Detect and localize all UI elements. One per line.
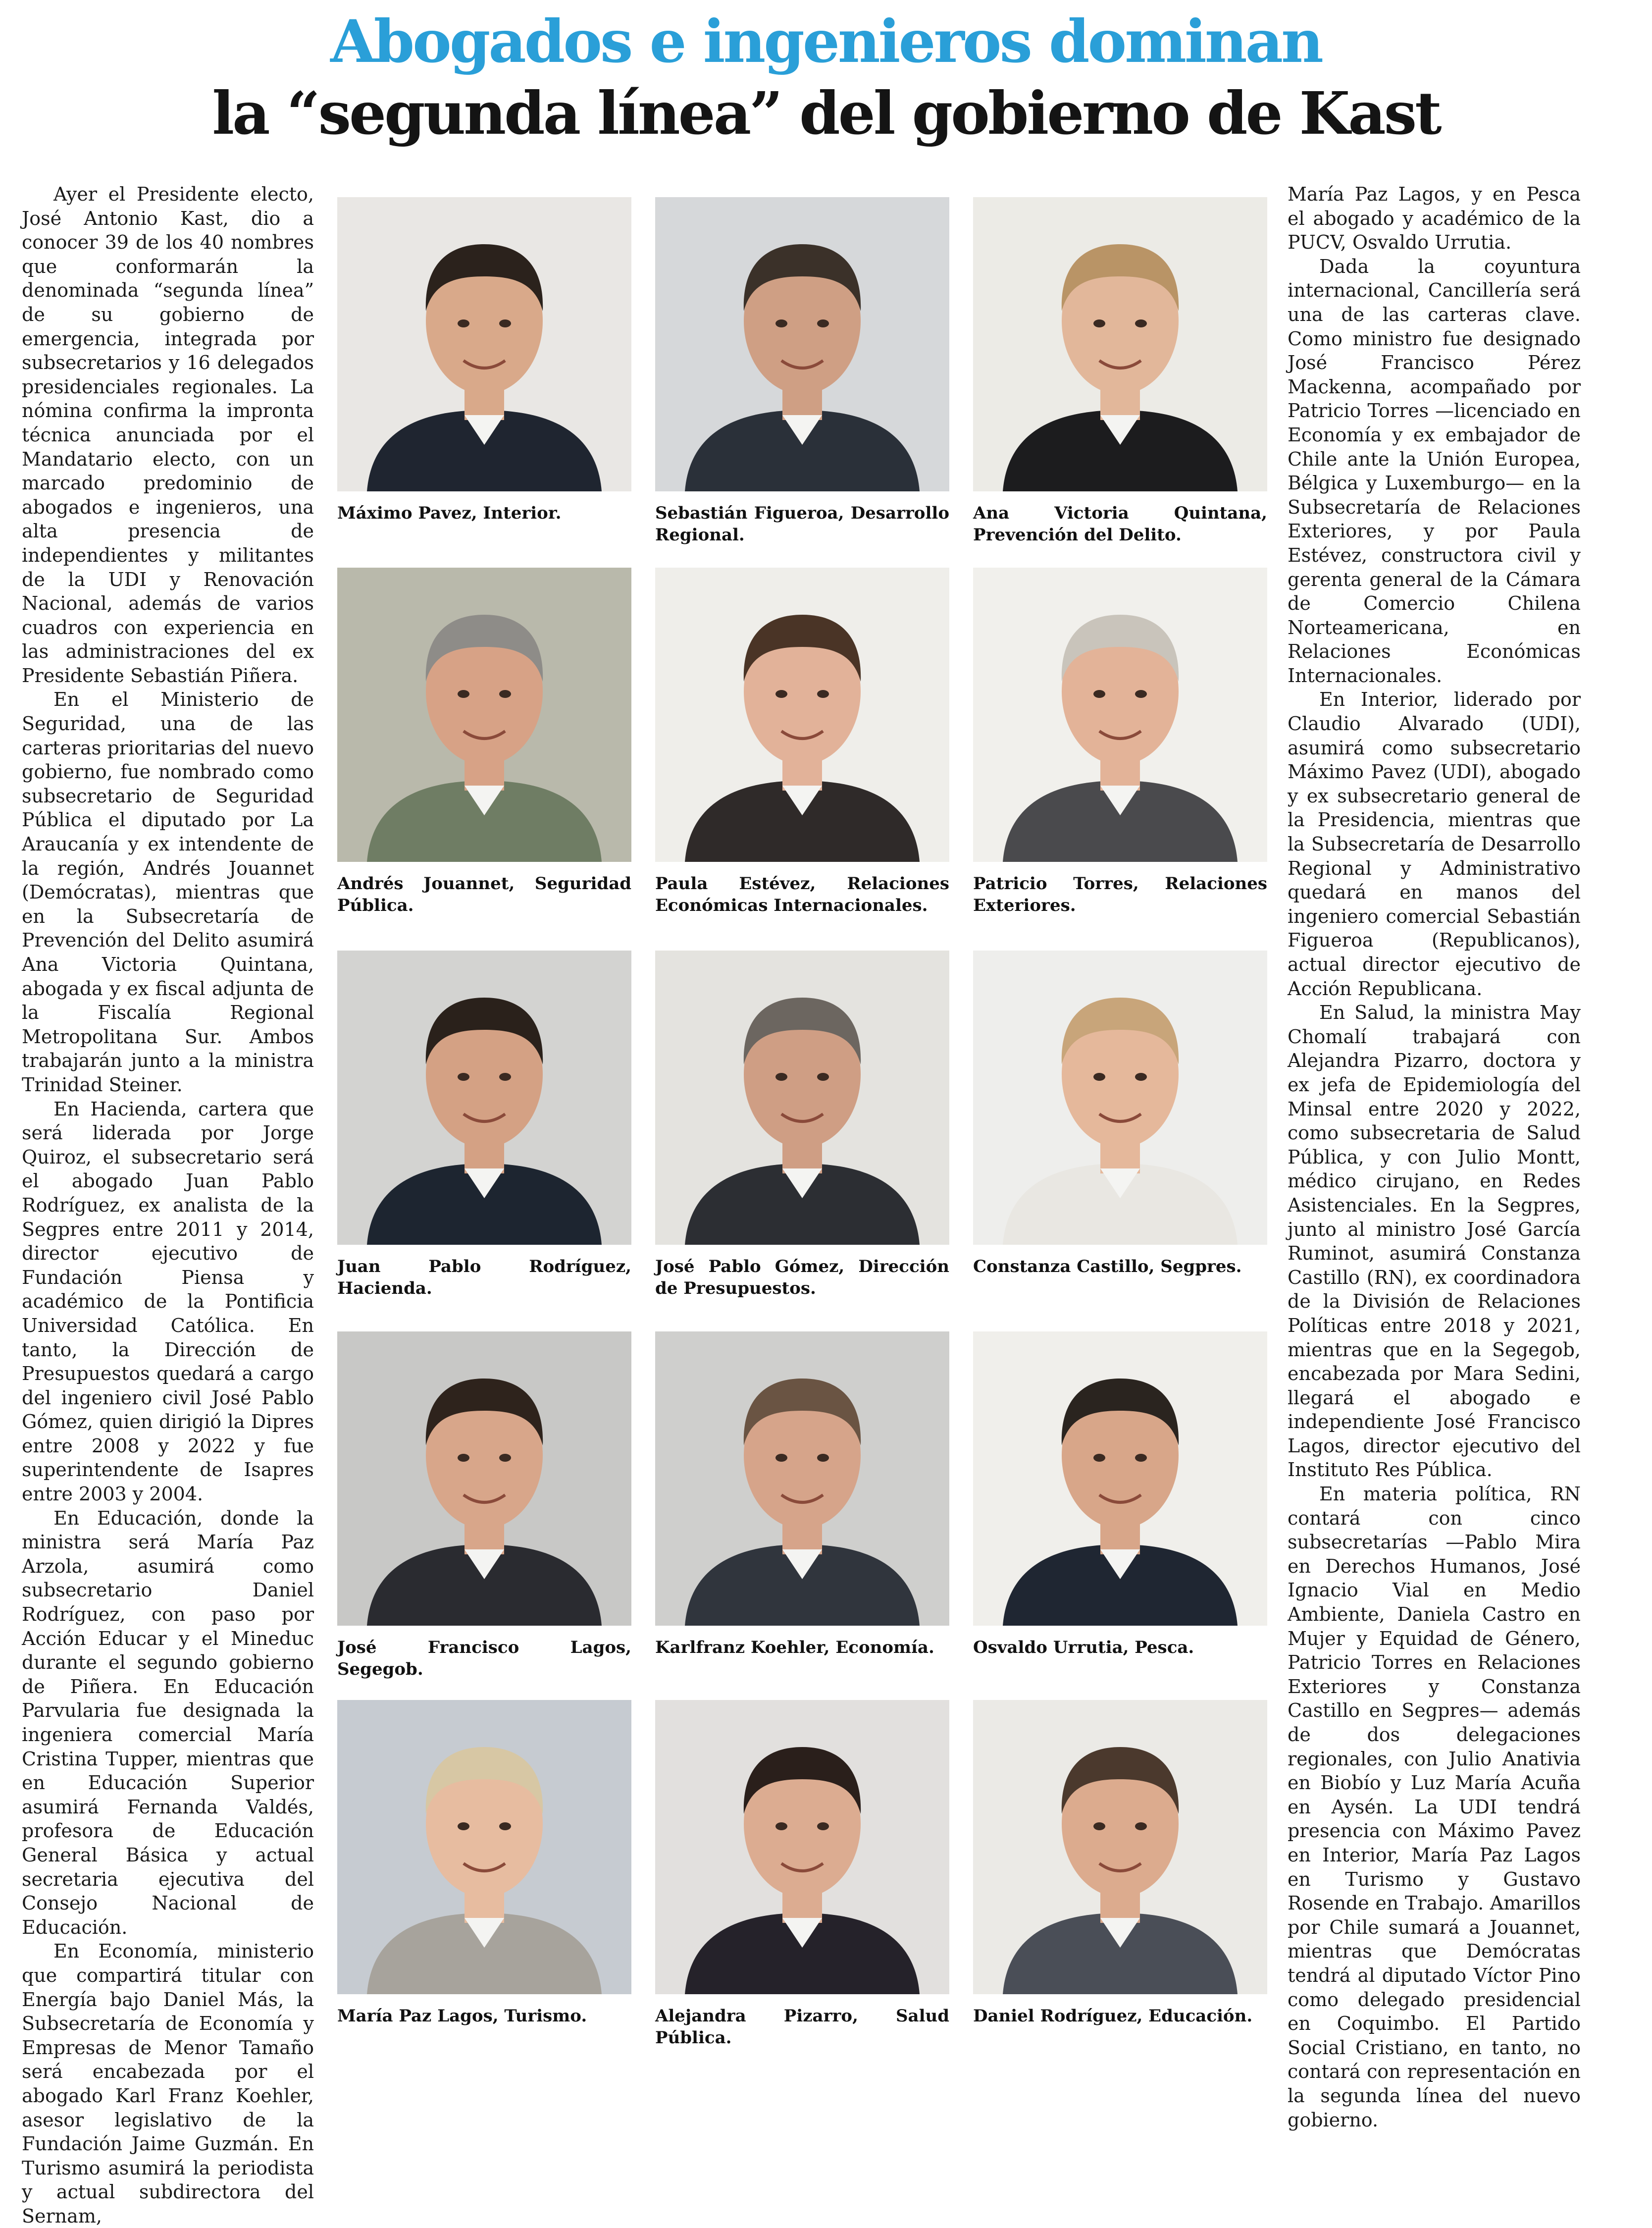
portrait-illustration bbox=[655, 951, 949, 1245]
portrait-eye bbox=[1135, 1073, 1147, 1081]
portrait-caption: Juan Pablo Rodríguez, Hacienda. bbox=[337, 1257, 631, 1298]
portrait-photo bbox=[973, 951, 1267, 1245]
portrait-photo bbox=[655, 1700, 949, 1994]
portrait-caption: José Francisco Lagos, Segegob. bbox=[337, 1638, 631, 1679]
portrait-card bbox=[655, 568, 949, 916]
portrait-eye bbox=[458, 690, 469, 698]
portrait-eye bbox=[1135, 1454, 1147, 1462]
portrait-illustration bbox=[655, 197, 949, 491]
portrait-photo bbox=[655, 1331, 949, 1626]
portrait-eye bbox=[1135, 319, 1147, 327]
portrait-illustration bbox=[337, 197, 631, 491]
headline bbox=[0, 7, 1652, 151]
portrait-eye bbox=[817, 319, 829, 327]
portrait-eye bbox=[499, 1073, 511, 1081]
article-paragraph: En Economía, ministerio que compartirá titular con Energía bajo Daniel Más, la Subsecretaría de Economía y Empresas de Menor Tamaño será encabezada por el abogado Karl Franz Koehler, asesor legislativo de la Fundación Jaime Guzmán. En Turismo asumirá la periodista y actual subdirectora del Sernam, bbox=[22, 1940, 314, 2227]
article-column-left bbox=[22, 182, 314, 2228]
portrait-photo bbox=[337, 1331, 631, 1626]
portrait-photo bbox=[973, 1700, 1267, 1994]
portrait-caption: Sebastián Figueroa, Desarrollo Regional. bbox=[655, 503, 949, 545]
portrait-illustration bbox=[337, 1331, 631, 1626]
portrait-caption: Paula Estévez, Relaciones Económicas Internacionales. bbox=[655, 874, 949, 915]
portrait-caption: José Pablo Gómez, Dirección de Presupuestos. bbox=[655, 1257, 949, 1298]
portrait-eye bbox=[458, 1822, 469, 1830]
portrait-eye bbox=[1093, 690, 1105, 698]
portrait-card bbox=[337, 1331, 631, 1680]
portrait-illustration bbox=[655, 1331, 949, 1626]
portrait-card bbox=[655, 951, 949, 1299]
portrait-card bbox=[337, 951, 631, 1299]
portrait-eye bbox=[1135, 1822, 1147, 1830]
article-paragraph: En Interior, liderado por Claudio Alvarado (UDI), asumirá como subsecretario Máximo Pavez (UDI), abogado y ex subsecretario general de la Presidencia, mientras que la Subsecretaría de Desarrollo Regional y Administrativo quedará en manos del ingeniero comercial Sebastián Figueroa (Republicanos), actual director ejecutivo de Acción Republicana. bbox=[1288, 689, 1581, 1000]
portrait-caption: Andrés Jouannet, Seguridad Pública. bbox=[337, 874, 631, 915]
portrait-photo bbox=[973, 1331, 1267, 1626]
portrait-photo bbox=[973, 568, 1267, 862]
portrait-caption: Ana Victoria Quintana, Prevención del Delito. bbox=[973, 503, 1267, 545]
portrait-photo bbox=[655, 568, 949, 862]
portrait-illustration bbox=[973, 1700, 1267, 1994]
portrait-illustration bbox=[973, 951, 1267, 1245]
portrait-eye bbox=[775, 319, 787, 327]
portrait-card bbox=[973, 951, 1267, 1277]
portrait-illustration bbox=[337, 568, 631, 862]
portrait-eye bbox=[499, 1454, 511, 1462]
portrait-caption: Máximo Pavez, Interior. bbox=[337, 503, 562, 523]
portrait-caption: María Paz Lagos, Turismo. bbox=[337, 2006, 587, 2026]
portrait-card bbox=[655, 1700, 949, 2049]
portrait-photo bbox=[655, 197, 949, 491]
portrait-caption: Patricio Torres, Relaciones Exteriores. bbox=[973, 874, 1267, 915]
portrait-illustration bbox=[337, 1700, 631, 1994]
portrait-eye bbox=[458, 1454, 469, 1462]
portrait-illustration bbox=[973, 568, 1267, 862]
portrait-photo bbox=[337, 197, 631, 491]
article-paragraph: En Hacienda, cartera que será liderada por Jorge Quiroz, el subsecretario será el abogado Juan Pablo Rodríguez, ex analista de la Segpres entre 2011 y 2014, director ejecutivo de Fundación Piensa y académico de la Pontificia Universidad Católica. En tanto, la Dirección de Presupuestos quedará a cargo del ingeniero civil José Pablo Gómez, quien dirigió la Dipres entre 2008 y 2022 y fue superintendente de Isapres entre 2003 y 2004. bbox=[22, 1098, 314, 1505]
portrait-illustration bbox=[655, 568, 949, 862]
article-paragraph: María Paz Lagos, y en Pesca el abogado y académico de la PUCV, Osvaldo Urrutia. bbox=[1288, 183, 1581, 254]
portrait-card bbox=[337, 1700, 631, 2027]
article-column-right bbox=[1288, 182, 1581, 2132]
portrait-card bbox=[973, 1331, 1267, 1658]
portrait-caption: Daniel Rodríguez, Educación. bbox=[973, 2006, 1253, 2026]
portrait-eye bbox=[817, 1822, 829, 1830]
portrait-caption: Karlfranz Koehler, Economía. bbox=[655, 1638, 934, 1657]
portrait-illustration bbox=[973, 197, 1267, 491]
portrait-eye bbox=[775, 1454, 787, 1462]
article-paragraph: Ayer el Presidente electo, José Antonio Kast, dio a conocer 39 de los 40 nombres que conformarán la denominada “segunda línea” de su gobierno de emergencia, integrada por subsecretarios y 16 delegados presidenciales regionales. La nómina confirma la impronta técnica anunciada por el Mandatario electo, con un marcado predominio de abogados e ingenieros, una alta presencia de independientes y militantes de la UDI y Renovación Nacional, además de varios cuadros con experiencia en las administraciones del ex Presidente Sebastián Piñera. bbox=[22, 183, 314, 687]
article-paragraph: En materia política, RN contará con cinco subsecretarías —Pablo Mira en Derechos Humanos, José Ignacio Vial en Medio Ambiente, Daniela Castro en Mujer y Equidad de Género, Patricio Torres en Relaciones Exteriores y Constanza Castillo en Segpres— además de dos delegaciones regionales, con Julio Anativia en Biobío y Luz María Acuña en Aysén. La UDI tendrá presencia con Máximo Pavez en Interior, María Paz Lagos en Turismo y Gustavo Rosende en Trabajo. Amarillos por Chile sumará a Jouannet, mientras que Demócratas tendrá al diputado Víctor Pino como delegado presidencial en Coquimbo. El Partido Social Cristiano, en tanto, no contará con representación en la segunda línea del nuevo gobierno. bbox=[1288, 1483, 1581, 2131]
portrait-card bbox=[655, 1331, 949, 1658]
portrait-eye bbox=[775, 1822, 787, 1830]
portrait-eye bbox=[1135, 690, 1147, 698]
portrait-photo bbox=[655, 951, 949, 1245]
portrait-eye bbox=[1093, 319, 1105, 327]
portrait-illustration bbox=[973, 1331, 1267, 1626]
portrait-eye bbox=[499, 319, 511, 327]
portrait-card bbox=[973, 568, 1267, 916]
article-paragraph: En Educación, donde la ministra será María Paz Arzola, asumirá como subsecretario Daniel Rodríguez, con paso por Acción Educar y el Mineduc durante el segundo gobierno de Piñera. En Educación Parvularia fue designada la ingeniera comercial María Cristina Tupper, mientras que en Educación Superior asumirá Fernanda Valdés, profesora de Educación General Básica y actual secretaria ejecutiva del Consejo Nacional de Educación. bbox=[22, 1507, 314, 1938]
portrait-card bbox=[337, 568, 631, 916]
portrait-card bbox=[337, 197, 631, 524]
headline-line-2: la “segunda línea” del gobierno de Kast bbox=[212, 79, 1440, 148]
article-paragraph: Dada la coyuntura internacional, Cancillería será una de las carteras clave. Como ministro fue designado José Francisco Pérez Mackenna, acompañado por Patricio Torres —licenciado en Economía y ex embajador de Chile ante la Unión Europea, Bélgica y Luxemburgo— en la Subsecretaría de Relaciones Exteriores, y por Paula Estévez, constructora civil y gerenta general de la Cámara de Comercio Chilena Norteamericana, en Relaciones Económicas Internacionales. bbox=[1288, 255, 1581, 687]
portrait-card bbox=[973, 197, 1267, 546]
portrait-eye bbox=[775, 1073, 787, 1081]
portrait-photo bbox=[337, 1700, 631, 1994]
portrait-eye bbox=[499, 1822, 511, 1830]
portrait-eye bbox=[775, 690, 787, 698]
portrait-illustration bbox=[655, 1700, 949, 1994]
portrait-photo bbox=[337, 568, 631, 862]
portrait-eye bbox=[458, 319, 469, 327]
portrait-photo bbox=[337, 951, 631, 1245]
portrait-eye bbox=[817, 1073, 829, 1081]
portrait-card bbox=[655, 197, 949, 546]
portrait-eye bbox=[499, 690, 511, 698]
portrait-illustration bbox=[337, 951, 631, 1245]
headline-line-1: Abogados e ingenieros dominan bbox=[330, 7, 1322, 76]
article-paragraph: En el Ministerio de Seguridad, una de las carteras prioritarias del nuevo gobierno, fue nombrado como subsecretario de Seguridad Pública el diputado por La Araucanía y ex intendente de la región, Andrés Jouannet (Demócratas), mientras que en la Subsecretaría de Prevención del Delito asumirá Ana Victoria Quintana, abogada y ex fiscal adjunta de la Fiscalía Regional Metropolitana Sur. Ambos trabajarán junto a la ministra Trinidad Steiner. bbox=[22, 689, 314, 1096]
portrait-caption: Alejandra Pizarro, Salud Pública. bbox=[655, 2006, 949, 2048]
portrait-eye bbox=[1093, 1822, 1105, 1830]
portrait-eye bbox=[1093, 1454, 1105, 1462]
portrait-caption: Osvaldo Urrutia, Pesca. bbox=[973, 1638, 1194, 1657]
portrait-eye bbox=[817, 690, 829, 698]
portrait-card bbox=[973, 1700, 1267, 2027]
portrait-caption: Constanza Castillo, Segpres. bbox=[973, 1257, 1242, 1276]
article-paragraph: En Salud, la ministra May Chomalí trabajará con Alejandra Pizarro, doctora y ex jefa de Epidemiología del Minsal entre 2020 y 2022, como subsecretaria de Salud Pública, y con Julio Montt, médico cirujano, en Redes Asistenciales. En la Segpres, junto al ministro José García Ruminot, asumirá Constanza Castillo (RN), ex coordinadora de la División de Relaciones Políticas entre 2018 y 2021, mientras que en la Segegob, encabezada por Mara Sedini, llegará el abogado e independiente José Francisco Lagos, director ejecutivo del Instituto Res Pública. bbox=[1288, 1002, 1581, 1481]
portrait-eye bbox=[817, 1454, 829, 1462]
portrait-photo bbox=[973, 197, 1267, 491]
portrait-eye bbox=[458, 1073, 469, 1081]
portrait-eye bbox=[1093, 1073, 1105, 1081]
